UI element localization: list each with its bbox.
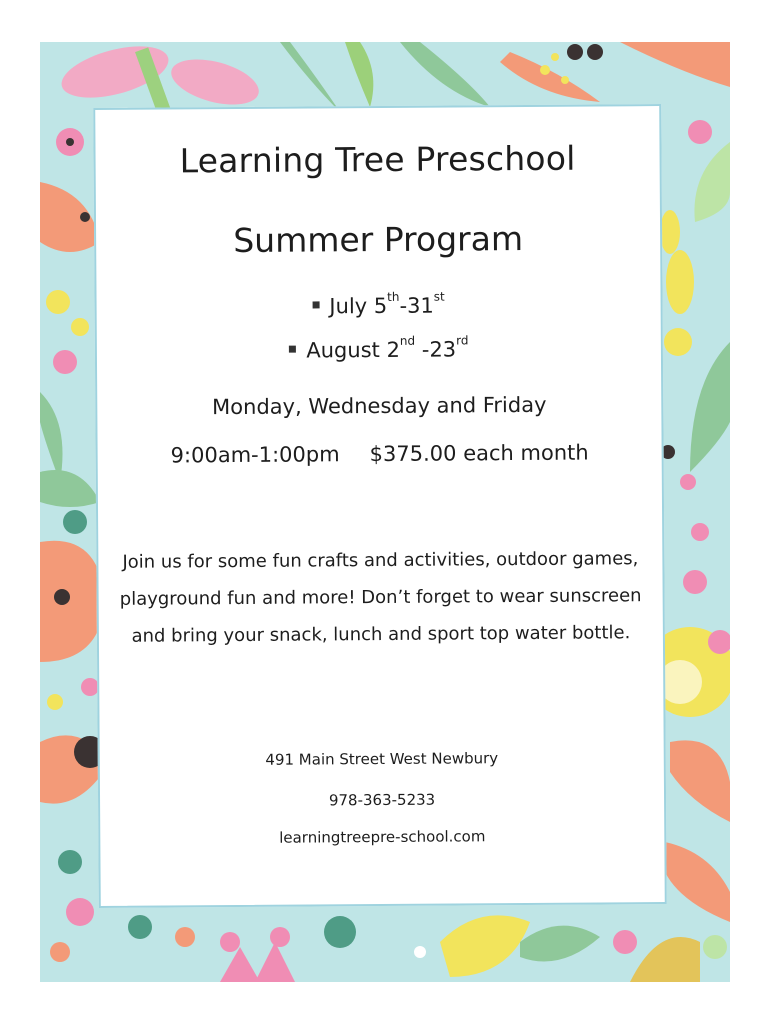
date-start-suffix: nd xyxy=(399,333,416,348)
date-start-suffix: th xyxy=(387,289,400,304)
flyer-sheet xyxy=(93,104,667,908)
flyer-title: Learning Tree Preschool xyxy=(179,138,576,181)
date-month: August xyxy=(306,337,380,363)
date-end: 31 xyxy=(407,293,434,318)
program-price: $375.00 each month xyxy=(369,440,589,467)
date-range-july xyxy=(97,289,661,320)
school-address: 491 Main Street West Newbury xyxy=(265,749,499,769)
date-end: 23 xyxy=(429,337,457,362)
date-end-suffix: st xyxy=(433,289,445,304)
program-description: Join us for some fun crafts and activities, outdoor games, playground fun and more! Don’t forget to wear sunscreen and bring your snack, lunch and sport top water bottle. xyxy=(119,548,642,647)
date-start: 5 xyxy=(373,293,388,319)
flyer-subtitle: Summer Program xyxy=(233,218,524,261)
school-website: learningtreepre-school.com xyxy=(279,827,486,847)
program-days: Monday, Wednesday and Friday xyxy=(212,392,547,420)
date-start: 2 xyxy=(386,337,400,362)
date-separator: - xyxy=(415,337,430,362)
date-end-suffix: rd xyxy=(456,333,469,348)
program-hours: 9:00am-1:00pm xyxy=(170,442,340,468)
bullet-icon xyxy=(289,345,296,352)
date-month: July xyxy=(329,294,368,319)
date-separator: - xyxy=(399,293,408,318)
school-phone: 978-363-5233 xyxy=(328,790,436,810)
bullet-icon xyxy=(312,301,319,308)
hours-and-price xyxy=(98,440,662,468)
date-range-august xyxy=(97,333,661,364)
